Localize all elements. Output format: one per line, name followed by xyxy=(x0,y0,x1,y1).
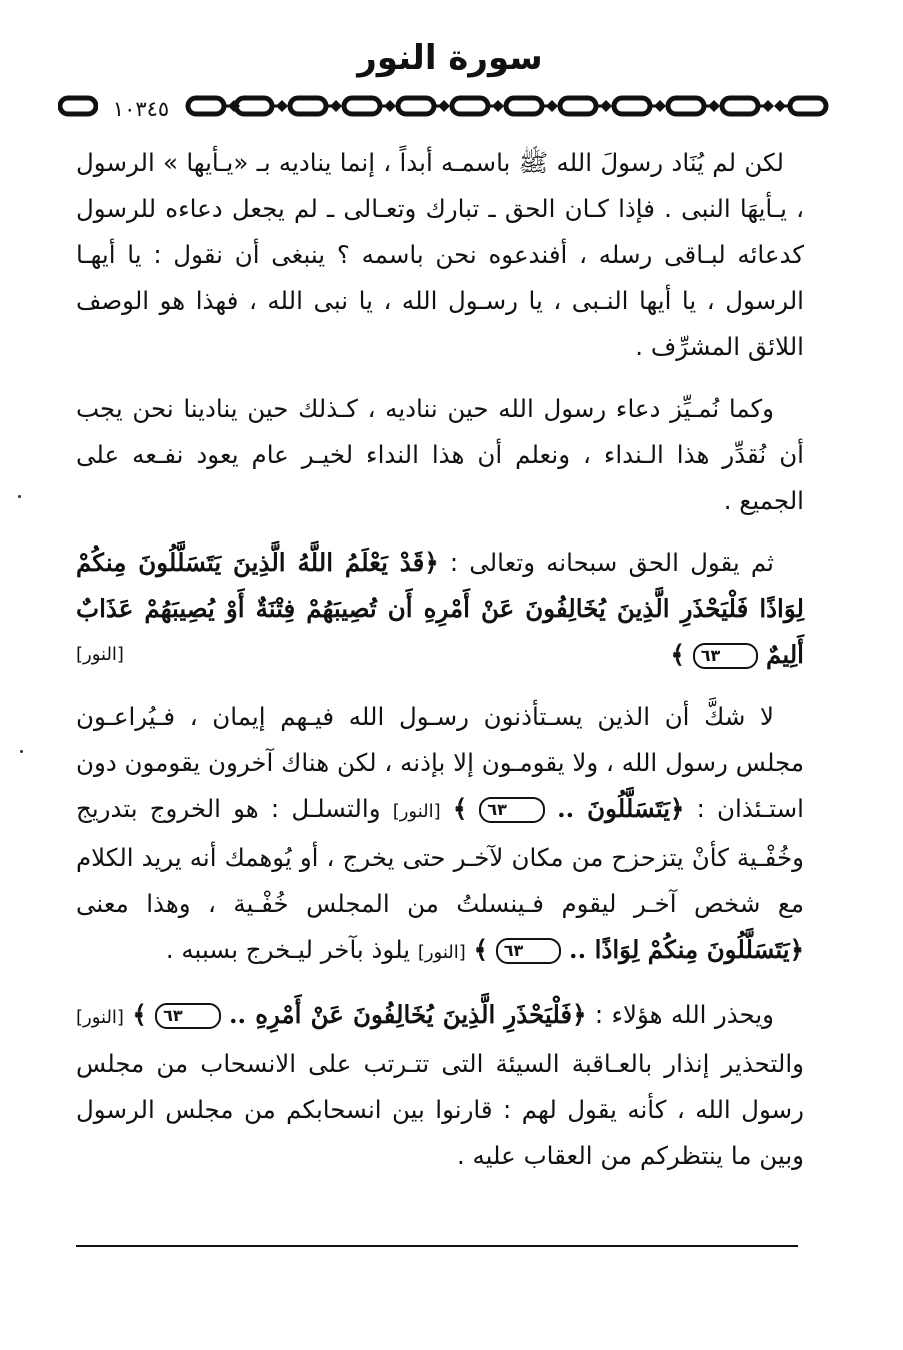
paragraph-1: لكن لم يُنَاد رسولَ الله ﷺ باسمـه أبداً ، إنما يناديه بـ «يـأيها » الرسول ، يـأيهَا النبى . فإذا كـان الحق ـ تبارك وتعـالى ـ لم يجعل دعاءه للرسول كدعائه لبـاقى رسله ، أفندعوه نحن باسمه ؟ ينبغى أن نقول : يا أيهـا الرسول ، يا أيها النـبى ، يا رسـول الله ، يا نبى الله ، فهذا هو الوصف اللائق المشرِّف . xyxy=(76,148,804,361)
surah-reference: [النور] xyxy=(76,1007,124,1028)
paragraph-2: وكما نُمـيِّز دعاء رسول الله حين نناديه ، كـذلك حين ينادينا نحن يجب أن نُقدِّر هذا الـنداء ، ونعلم أن هذا النداء لخيـر عام يعود نفـعه على الجميع . xyxy=(76,394,804,515)
verse-close-bracket: ﴾ xyxy=(452,794,468,823)
verse-close-bracket: ﴾ xyxy=(473,935,488,964)
paragraph-4-text-b: والتسلـل : هو الخروج بتدريج وخُفْـية كأنْ يتزحزح من مكان لآخـر حتى يخرج ، أو يُوهمك أنه يريد الكلام مع شخص آخـر ليقوم فـينسلتُ من المجلس خُفْـية ، وهذا معنى xyxy=(76,794,804,918)
page-number: ١٠٣٤٥ xyxy=(98,94,184,124)
paragraph-3 xyxy=(76,540,804,678)
paragraph-3-intro: ثم يقول الحق سبحانه وتعالى : xyxy=(449,548,774,577)
ayah-number-marker: ٦٣ xyxy=(693,643,759,669)
surah-reference: [النور] xyxy=(76,644,124,665)
paragraph-5-text-a: ويحذر الله هؤلاء : xyxy=(594,1000,775,1029)
paragraph-4-text-a: لا شكَّ أن الذين يسـتأذنون رسـول الله فيـهم إيمان ، فـيُراعـون مجلس رسول الله ، ولا يقومـون إلا بإذنه ، لكن هناك آخرون يقومون دون استـئذان : xyxy=(76,702,804,823)
quran-verse: ﴿فَلْيَحْذَرِ الَّذِينَ يُخَالِفُونَ عَنْ أَمْرِهِ .. xyxy=(229,1000,587,1029)
ayah-number-marker: ٦٣ xyxy=(496,938,562,964)
footer-divider xyxy=(76,1245,798,1247)
scan-speck xyxy=(18,495,21,498)
paragraph-4 xyxy=(76,694,804,976)
ayah-number-marker: ٦٣ xyxy=(155,1003,221,1029)
surah-title: سورة النور xyxy=(357,38,543,78)
quran-verse: ﴿يَتَسَلَّلُونَ .. xyxy=(557,794,685,823)
surah-reference: [النور] xyxy=(417,942,466,963)
ayah-number-marker: ٦٣ xyxy=(479,797,545,823)
verse-close-bracket: ﴾ xyxy=(132,1000,147,1029)
quran-verse: ﴿يَتَسَلَّلُونَ مِنكُمْ لِوَاذًا .. xyxy=(569,935,804,964)
paragraph-5 xyxy=(76,992,804,1179)
body-text xyxy=(76,140,804,1195)
paragraph-5-text-b: والتحذير إنذار بالعـاقبة السيئة التى تتـرتب على الانسحاب من مجلس رسول الله ، كأنه يقول لهم : قارنوا بين انسحابكم من مجلس الرسول وبين ما ينتظركم من العقاب عليه . xyxy=(76,1049,804,1170)
verse-close-bracket: ﴾ xyxy=(670,640,685,669)
surah-reference: [النور] xyxy=(392,801,441,822)
paragraph-4-text-c: يلوذ بآخر ليـخرج بسببه . xyxy=(165,935,411,964)
scan-speck xyxy=(20,750,23,753)
quran-verse: ﴿قَدْ يَعْلَمُ اللَّهُ الَّذِينَ يَتَسَلَّلُونَ مِنكُمْ لِوَاذًا فَلْيَحْذَرِ الَّذِينَ يُخَالِفُونَ عَنْ أَمْرِهِ أَن تُصِيبَهُمْ فِتْنَةٌ أَوْ يُصِيبَهُمْ عَذَابٌ أَلِيمٌ xyxy=(76,548,804,669)
